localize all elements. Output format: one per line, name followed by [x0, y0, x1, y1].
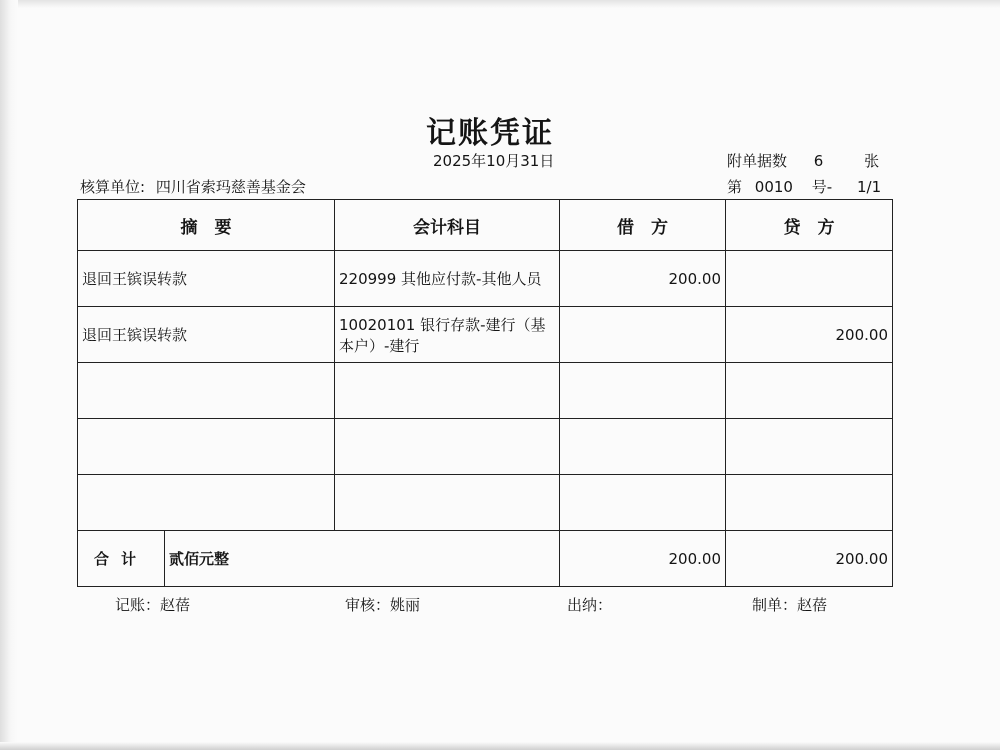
- row-account: 10020101 银行存款-建行（基本户）-建行: [335, 307, 560, 363]
- footer-preparer: 制单：赵蓓: [752, 596, 828, 614]
- voucher-number-value: 0010: [754, 178, 793, 196]
- total-row: [78, 531, 893, 587]
- footer-bookkeeper: 记账：赵蓓: [115, 596, 191, 614]
- attachment-number: 6: [813, 152, 824, 170]
- row-summary: [78, 363, 335, 419]
- voucher-date: 2025年10月31日: [433, 152, 555, 170]
- attachment-unit: 张: [864, 152, 880, 170]
- row-account: [335, 475, 560, 531]
- table-row: [78, 251, 893, 307]
- voucher-table: [77, 199, 893, 587]
- header-credit: 贷 方: [726, 200, 893, 251]
- row-summary: [78, 419, 335, 475]
- row-credit: [726, 419, 893, 475]
- footer-cashier: 出纳：: [567, 596, 613, 614]
- voucher-title: 记账凭证: [426, 116, 554, 151]
- row-account: 220999 其他应付款-其他人员: [335, 251, 560, 307]
- table-row: [78, 419, 893, 475]
- scan-edge-bottom: [0, 742, 1000, 750]
- footer-reviewer: 审核：姚丽: [345, 596, 421, 614]
- row-credit: [726, 475, 893, 531]
- attachment-label: 附单据数: [727, 152, 788, 170]
- row-summary: 退回王镔误转款: [78, 251, 335, 307]
- attachment-count: [727, 150, 879, 171]
- row-account: [335, 419, 560, 475]
- unit-name: 四川省索玛慈善基金会: [155, 178, 306, 196]
- row-summary: [78, 475, 335, 531]
- total-credit: 200.00: [726, 531, 893, 587]
- header-debit: 借 方: [560, 200, 726, 251]
- row-credit: 200.00: [726, 307, 893, 363]
- row-debit: 200.00: [560, 251, 726, 307]
- voucher-number: [727, 176, 881, 197]
- voucher-suffix: 号-: [811, 178, 833, 196]
- voucher-page: 1/1: [856, 178, 882, 196]
- scan-edge-top: [0, 0, 1000, 8]
- total-debit: 200.00: [560, 531, 726, 587]
- table-row: [78, 475, 893, 531]
- row-credit: [726, 363, 893, 419]
- row-summary: 退回王镔误转款: [78, 307, 335, 363]
- row-account: [335, 363, 560, 419]
- header-account: 会计科目: [335, 200, 560, 251]
- row-credit: [726, 251, 893, 307]
- row-debit: [560, 419, 726, 475]
- total-amount-words: 贰佰元整: [165, 531, 560, 587]
- table-row: [78, 363, 893, 419]
- unit-label: 核算单位:: [80, 178, 146, 196]
- row-debit: [560, 363, 726, 419]
- header-summary: 摘 要: [78, 200, 335, 251]
- row-debit: [560, 307, 726, 363]
- total-label: 合计: [78, 531, 165, 587]
- table-row: [78, 307, 893, 363]
- accounting-unit: [80, 176, 306, 197]
- table-header-row: [78, 200, 893, 251]
- voucher-prefix: 第: [727, 178, 743, 196]
- row-debit: [560, 475, 726, 531]
